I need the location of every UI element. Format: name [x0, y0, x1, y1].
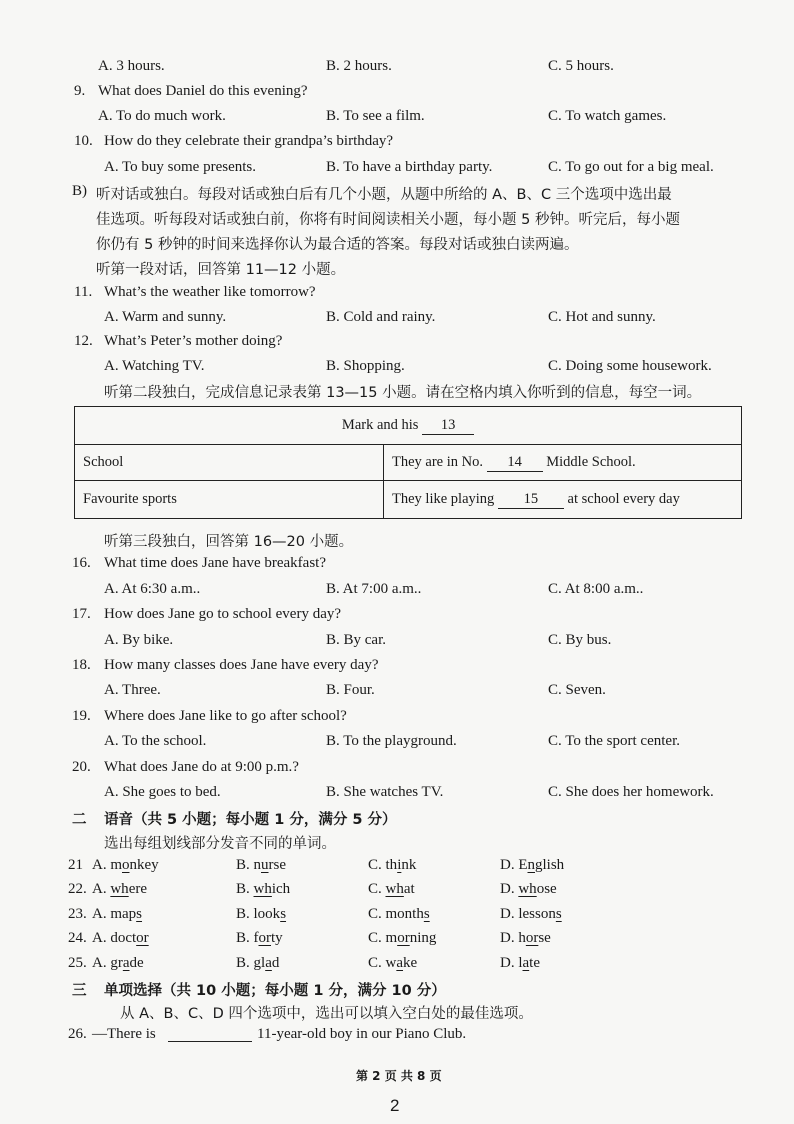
part3-number: 三: [72, 983, 87, 999]
phonics-option-text: D.: [500, 881, 519, 897]
q9-option-b: B. To see a film.: [326, 108, 425, 124]
row1-suffix: Middle School.: [546, 453, 636, 470]
section-b-label: B): [72, 183, 87, 199]
phonics-underlined-part: s: [280, 906, 287, 922]
phonics-number: 25.: [68, 955, 87, 971]
q17-question: How does Jane go to school every day?: [104, 606, 342, 622]
q19-option-a: A. To the school.: [104, 733, 207, 749]
q11-option-a: A. Warm and sunny.: [104, 309, 227, 325]
phonics-option: [92, 881, 147, 898]
phonics-option: [236, 930, 283, 947]
phonics-option-text: ich: [271, 881, 291, 897]
table-row-sports-value: [384, 481, 742, 519]
q17-option-a: A. By bike.: [104, 632, 174, 648]
phonics-underlined-part: or: [136, 930, 149, 946]
phonics-option-text: glish: [535, 857, 565, 873]
phonics-option-text: at: [403, 881, 415, 897]
phonics-underlined-part: or: [525, 930, 539, 946]
row1-prefix: They are in No.: [392, 453, 483, 470]
phonics-underlined-part: o: [122, 857, 130, 873]
q26-blank[interactable]: [168, 1041, 252, 1042]
phonics-option-text: C. month: [368, 906, 424, 922]
phonics-option: [236, 955, 279, 972]
part3-instruction: 从 A、B、C、D 四个选项中，选出可以填入空白处的最佳选项。: [120, 1006, 533, 1022]
phonics-option: [236, 906, 286, 923]
q11-option-b: B. Cold and rainy.: [326, 309, 436, 325]
row2-suffix: at school every day: [567, 490, 680, 507]
section-b-instruction-line1: 听对话或独白。每段对话或独白后有几个小题，从题中所给的 A、B、C 三个选项中选出最: [96, 187, 672, 203]
phonics-option-text: B. look: [236, 906, 281, 922]
monologue2-instruction: 听第二段独白，完成信息记录表第 13—15 小题。请在空格内填入你听到的信息，每空一词。: [104, 385, 702, 401]
phonics-option-text: C. m: [368, 930, 398, 946]
row2-prefix: They like playing: [392, 490, 495, 507]
q12-option-a: A. Watching TV.: [104, 358, 205, 374]
phonics-option-text: rse: [268, 857, 287, 873]
phonics-number: 23.: [68, 906, 87, 922]
phonics-underlined-part: wh: [253, 881, 272, 897]
q10-option-c: C. To go out for a big meal.: [548, 159, 714, 175]
blank-14[interactable]: 14: [487, 454, 543, 472]
phonics-option-text: C.: [368, 881, 386, 897]
phonics-underlined-part: wh: [385, 881, 404, 897]
phonics-option: [368, 881, 415, 898]
phonics-option: [368, 930, 436, 947]
q20-option-b: B. She watches TV.: [326, 784, 444, 800]
q8-option-c: C. 5 hours.: [548, 58, 614, 74]
phonics-option: [500, 930, 551, 947]
phonics-option-text: nkey: [129, 857, 159, 873]
phonics-underlined-part: a: [396, 955, 404, 971]
q18-question: How many classes does Jane have every day?: [104, 657, 379, 673]
q17-number: 17.: [72, 606, 91, 622]
phonics-option-text: A.: [92, 881, 111, 897]
phonics-option-text: D. lesson: [500, 906, 556, 922]
table-row-sports-label: Favourite sports: [75, 481, 384, 519]
q9-question: What does Daniel do this evening?: [98, 83, 308, 99]
q9-option-a: A. To do much work.: [98, 108, 226, 124]
info-record-table: [74, 406, 742, 519]
phonics-option-text: B.: [236, 881, 254, 897]
phonics-option: [500, 857, 564, 874]
phonics-underlined-part: a: [522, 955, 530, 971]
table-title-cell: [75, 407, 742, 445]
q16-option-b: B. At 7:00 a.m..: [326, 581, 422, 597]
q26-suffix: 11-year-old boy in our Piano Club.: [257, 1026, 467, 1042]
part2-instruction: 选出每组划线部分发音不同的单词。: [104, 836, 336, 852]
phonics-underlined-part: s: [555, 906, 562, 922]
phonics-number: 21: [68, 857, 83, 873]
phonics-option-text: D. E: [500, 857, 528, 873]
q11-question: What’s the weather like tomorrow?: [104, 284, 316, 300]
q19-question: Where does Jane like to go after school?: [104, 708, 347, 724]
q26-prefix: —There is: [92, 1026, 156, 1042]
q8-option-b: B. 2 hours.: [326, 58, 392, 74]
phonics-option-text: d: [271, 955, 280, 971]
q18-option-c: C. Seven.: [548, 682, 606, 698]
q16-question: What time does Jane have breakfast?: [104, 555, 326, 571]
q19-option-b: B. To the playground.: [326, 733, 457, 749]
q18-option-b: B. Four.: [326, 682, 375, 698]
q20-option-a: A. She goes to bed.: [104, 784, 221, 800]
phonics-option-text: ty: [271, 930, 283, 946]
part2-title: 语音（共 5 小题；每小题 1 分，满分 5 分）: [104, 812, 397, 828]
phonics-option-text: B. f: [236, 930, 259, 946]
q10-question: How do they celebrate their grandpa’s birthday?: [104, 133, 394, 149]
phonics-option-text: D. l: [500, 955, 523, 971]
phonics-number: 24.: [68, 930, 87, 946]
phonics-option-text: se: [538, 930, 551, 946]
section-b-instruction-line2: 佳选项。听每段对话或独白前，你将有时间阅读相关小题，每小题 5 秒钟。听完后，每小题: [96, 212, 680, 228]
phonics-underlined-part: n: [527, 857, 535, 873]
phonics-option: [368, 857, 416, 874]
phonics-underlined-part: or: [397, 930, 410, 946]
phonics-option-text: A. doct: [92, 930, 137, 946]
phonics-option: [92, 930, 149, 947]
phonics-underlined-part: s: [423, 906, 430, 922]
page-number: 2: [390, 1096, 400, 1115]
phonics-option-text: B. n: [236, 857, 262, 873]
phonics-option-text: B. gl: [236, 955, 266, 971]
phonics-option-text: C. w: [368, 955, 397, 971]
phonics-option-text: D. h: [500, 930, 526, 946]
q12-number: 12.: [74, 333, 93, 349]
phonics-option: [236, 857, 286, 874]
dialog1-instruction: 听第一段对话，回答第 11—12 小题。: [96, 262, 346, 278]
phonics-option-text: ke: [403, 955, 418, 971]
q19-option-c: C. To the sport center.: [548, 733, 680, 749]
phonics-option-text: te: [529, 955, 540, 971]
phonics-option-text: A. map: [92, 906, 137, 922]
q16-number: 16.: [72, 555, 91, 571]
q11-option-c: C. Hot and sunny.: [548, 309, 656, 325]
q12-option-b: B. Shopping.: [326, 358, 405, 374]
phonics-option-text: A. m: [92, 857, 122, 873]
table-row-school-value: [384, 445, 742, 481]
q26-number: 26.: [68, 1026, 87, 1042]
q9-number: 9.: [74, 83, 86, 99]
q20-option-c: C. She does her homework.: [548, 784, 714, 800]
blank-13[interactable]: 13: [422, 417, 474, 435]
phonics-underlined-part: u: [261, 857, 269, 873]
table-title-text: Mark and his: [341, 416, 419, 433]
phonics-option: [92, 906, 142, 923]
q18-number: 18.: [72, 657, 91, 673]
q8-option-a: A. 3 hours.: [98, 58, 165, 74]
q9-option-c: C. To watch games.: [548, 108, 667, 124]
phonics-underlined-part: s: [136, 906, 143, 922]
phonics-option: [500, 881, 557, 898]
phonics-underlined-part: wh: [110, 881, 129, 897]
q10-option-b: B. To have a birthday party.: [326, 159, 493, 175]
q16-option-c: C. At 8:00 a.m..: [548, 581, 644, 597]
phonics-option-text: nk: [401, 857, 417, 873]
phonics-option-text: ning: [409, 930, 437, 946]
phonics-option-text: ose: [536, 881, 557, 897]
phonics-option-text: C. th: [368, 857, 398, 873]
q17-option-c: C. By bus.: [548, 632, 612, 648]
phonics-option: [368, 955, 417, 972]
q12-question: What’s Peter’s mother doing?: [104, 333, 283, 349]
phonics-underlined-part: or: [258, 930, 271, 946]
phonics-underlined-part: i: [397, 857, 402, 873]
phonics-option: [236, 881, 290, 898]
monologue3-instruction: 听第三段独白，回答第 16—20 小题。: [104, 534, 354, 550]
table-row-school-label: School: [75, 445, 384, 481]
phonics-underlined-part: a: [122, 955, 130, 971]
phonics-option: [92, 955, 144, 972]
section-b-instruction-line3: 你仍有 5 秒钟的时间来选择你认为最合适的答案。每段对话或独白读两遍。: [96, 237, 579, 253]
phonics-option: [500, 955, 540, 972]
phonics-number: 22.: [68, 881, 87, 897]
phonics-option-text: A. gr: [92, 955, 123, 971]
q12-option-c: C. Doing some housework.: [548, 358, 712, 374]
phonics-option: [500, 906, 562, 923]
phonics-option: [92, 857, 159, 874]
phonics-option-text: ere: [128, 881, 147, 897]
q19-number: 19.: [72, 708, 91, 724]
q10-option-a: A. To buy some presents.: [104, 159, 256, 175]
page-footer: 第 2 页 共 8 页: [356, 1069, 442, 1083]
q18-option-a: A. Three.: [104, 682, 161, 698]
phonics-underlined-part: wh: [518, 881, 537, 897]
q16-option-a: A. At 6:30 a.m..: [104, 581, 201, 597]
q17-option-b: B. By car.: [326, 632, 386, 648]
q11-number: 11.: [74, 284, 93, 300]
part3-title: 单项选择（共 10 小题；每小题 1 分，满分 10 分）: [104, 983, 446, 999]
part2-number: 二: [72, 812, 87, 828]
q20-number: 20.: [72, 759, 91, 775]
blank-15[interactable]: 15: [498, 491, 564, 509]
q20-question: What does Jane do at 9:00 p.m.?: [104, 759, 299, 775]
phonics-underlined-part: a: [265, 955, 272, 971]
phonics-option: [368, 906, 430, 923]
q10-number: 10.: [74, 133, 93, 149]
phonics-option-text: de: [129, 955, 144, 971]
